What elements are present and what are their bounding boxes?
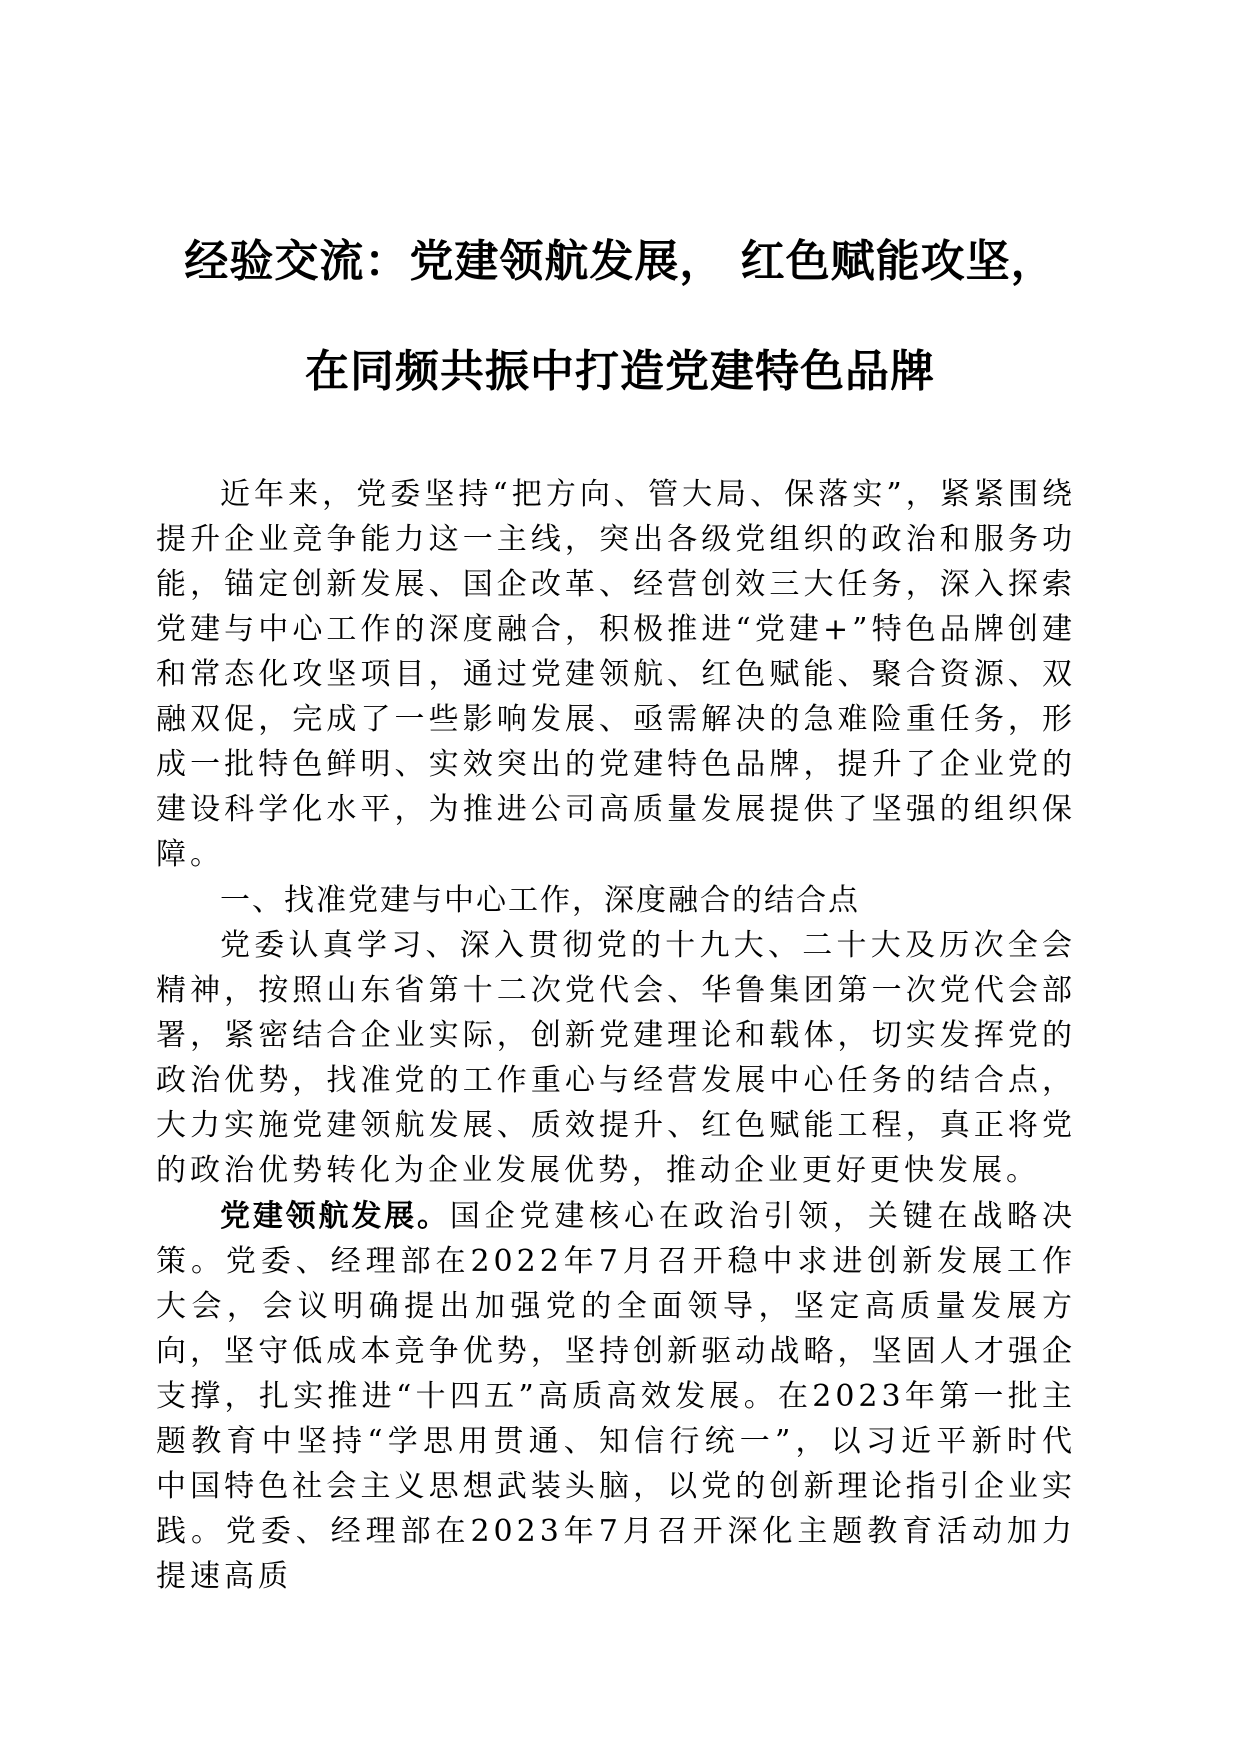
document-title-line-1: 经验交流：党建领航发展， 红色赋能攻坚，: [184, 236, 1056, 287]
paragraph-lead-term: 党建领航发展。: [220, 1199, 450, 1234]
paragraph-section1: 党委认真学习、深入贯彻党的十九大、二十大及历次全会精神，按照山东省第十二次党代会、华鲁集团第一次党代会部署，紧密结合企业实际，创新党建理论和载体，切实发挥党的政治优势，找准党的工作重心与经营发展中心任务的结合点，大力实施党建领航发展、质效提升、红色赋能工程，真正将党的政治优势转化为企业发展优势，推动企业更好更快发展。: [156, 928, 1076, 1188]
section-heading-1: 一、找准党建与中心工作，深度融合的结合点: [220, 883, 860, 918]
paragraph-intro: 近年来，党委坚持“把方向、管大局、保落实”，紧紧围绕提升企业竞争能力这一主线，突出各级党组织的政治和服务功能，锚定创新发展、国企改革、经营创效三大任务，深入探索党建与中心工作的深度融合，积极推进“党建+”特色品牌创建和常态化攻坚项目，通过党建领航、红色赋能、聚合资源、双融双促，完成了一些影响发展、亟需解决的急难险重任务，形成一批特色鲜明、实效突出的党建特色品牌，提升了企业党的建设科学化水平，为推进公司高质量发展提供了坚强的组织保障。: [156, 477, 1076, 872]
document-title-line-2: 在同频共振中打造党建特色品牌: [305, 346, 935, 397]
paragraph-party-leading: [156, 1194, 1076, 1599]
paragraph-body-text: 国企党建核心在政治引领，关键在战略决策。党委、经理部在2022年7月召开稳中求进创新发展工作大会，会议明确提出加强党的全面领导，坚定高质量发展方向，坚守低成本竞争优势，坚持创新驱动战略，坚固人才强企支撑，扎实推进“十四五”高质高效发展。在2023年第一批主题教育中坚持“学思用贯通、知信行统一”，以习近平新时代中国特色社会主义思想武装头脑，以党的创新理论指引企业实践。党委、经理部在2023年7月召开深化主题教育活动加力提速高质: [156, 1199, 1077, 1594]
